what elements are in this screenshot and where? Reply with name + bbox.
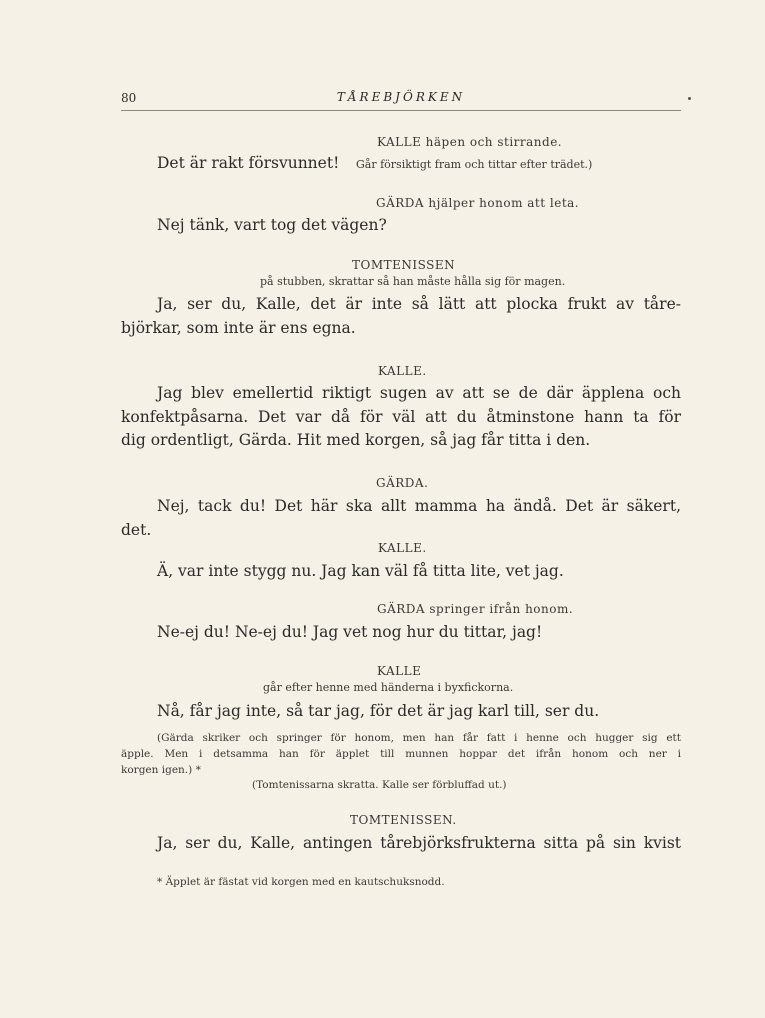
stage-direction: på stubben, skrattar så han måste hålla sig för magen. bbox=[260, 275, 566, 288]
ink-speck bbox=[688, 97, 691, 100]
speaker-name: KALLE bbox=[377, 664, 422, 678]
stage-direction: äpple. Men i detsamma han för äpplet till munnen hoppar det ifrån honom och ner i bbox=[121, 748, 681, 760]
stage-direction: Går försiktigt fram och tittar efter trädet.) bbox=[356, 158, 593, 171]
speaker-name: KALLE. bbox=[378, 541, 427, 555]
speaker-name: GÄRDA. bbox=[376, 476, 429, 490]
dialogue-line: Det är rakt försvunnet! bbox=[157, 154, 340, 172]
speaker-direction: GÄRDA springer ifrån honom. bbox=[377, 602, 574, 616]
speaker-name: TOMTENISSEN bbox=[352, 258, 456, 272]
stage-direction: går efter henne med händerna i byxfickorna. bbox=[263, 681, 514, 694]
dialogue-line: Ja, ser du, Kalle, antingen tårebjörksfrukterna sitta på sin kvist bbox=[157, 834, 681, 852]
dialogue-line: Ne-ej du! Ne-ej du! Jag vet nog hur du tittar, jag! bbox=[157, 623, 543, 641]
speaker-name: TOMTENISSEN. bbox=[350, 813, 457, 827]
dialogue-line: björkar, som inte är ens egna. bbox=[121, 319, 356, 337]
dialogue-line: det. bbox=[121, 521, 152, 539]
dialogue-line: dig ordentligt, Gärda. Hit med korgen, så jag får titta i den. bbox=[121, 431, 591, 449]
dialogue-line: konfektpåsarna. Det var då för väl att du åtminstone hann ta för bbox=[121, 408, 681, 426]
speaker-direction: KALLE häpen och stirrande. bbox=[377, 135, 563, 149]
dialogue-line: Ä, var inte stygg nu. Jag kan väl få titta lite, vet jag. bbox=[157, 562, 564, 580]
dialogue-line: Ja, ser du, Kalle, det är inte så lätt att plocka frukt av tåre- bbox=[157, 295, 681, 313]
stage-direction: (Gärda skriker och springer för honom, men han får fatt i henne och hugger sig ett bbox=[157, 732, 681, 744]
header-rule bbox=[121, 110, 681, 111]
footnote: * Äpplet är fästat vid korgen med en kautschuksnodd. bbox=[157, 876, 445, 888]
speaker-direction: GÄRDA hjälper honom att leta. bbox=[376, 196, 580, 210]
dialogue-line: Nej tänk, vart tog det vägen? bbox=[157, 216, 387, 234]
stage-direction: (Tomtenissarna skratta. Kalle ser förbluffad ut.) bbox=[252, 779, 507, 791]
page-header bbox=[121, 91, 681, 111]
speaker-name: KALLE. bbox=[378, 364, 427, 378]
dialogue-line: Jag blev emellertid riktigt sugen av att se de där äpplena och bbox=[157, 384, 681, 402]
page-number: 80 bbox=[121, 91, 137, 105]
dialogue-line: Nej, tack du! Det här ska allt mamma ha ändå. Det är säkert, bbox=[157, 497, 681, 515]
running-title: TÅREBJÖRKEN bbox=[336, 90, 466, 104]
stage-direction: korgen igen.) * bbox=[121, 764, 201, 776]
dialogue-line: Nå, får jag inte, så tar jag, för det är jag karl till, ser du. bbox=[157, 702, 600, 720]
